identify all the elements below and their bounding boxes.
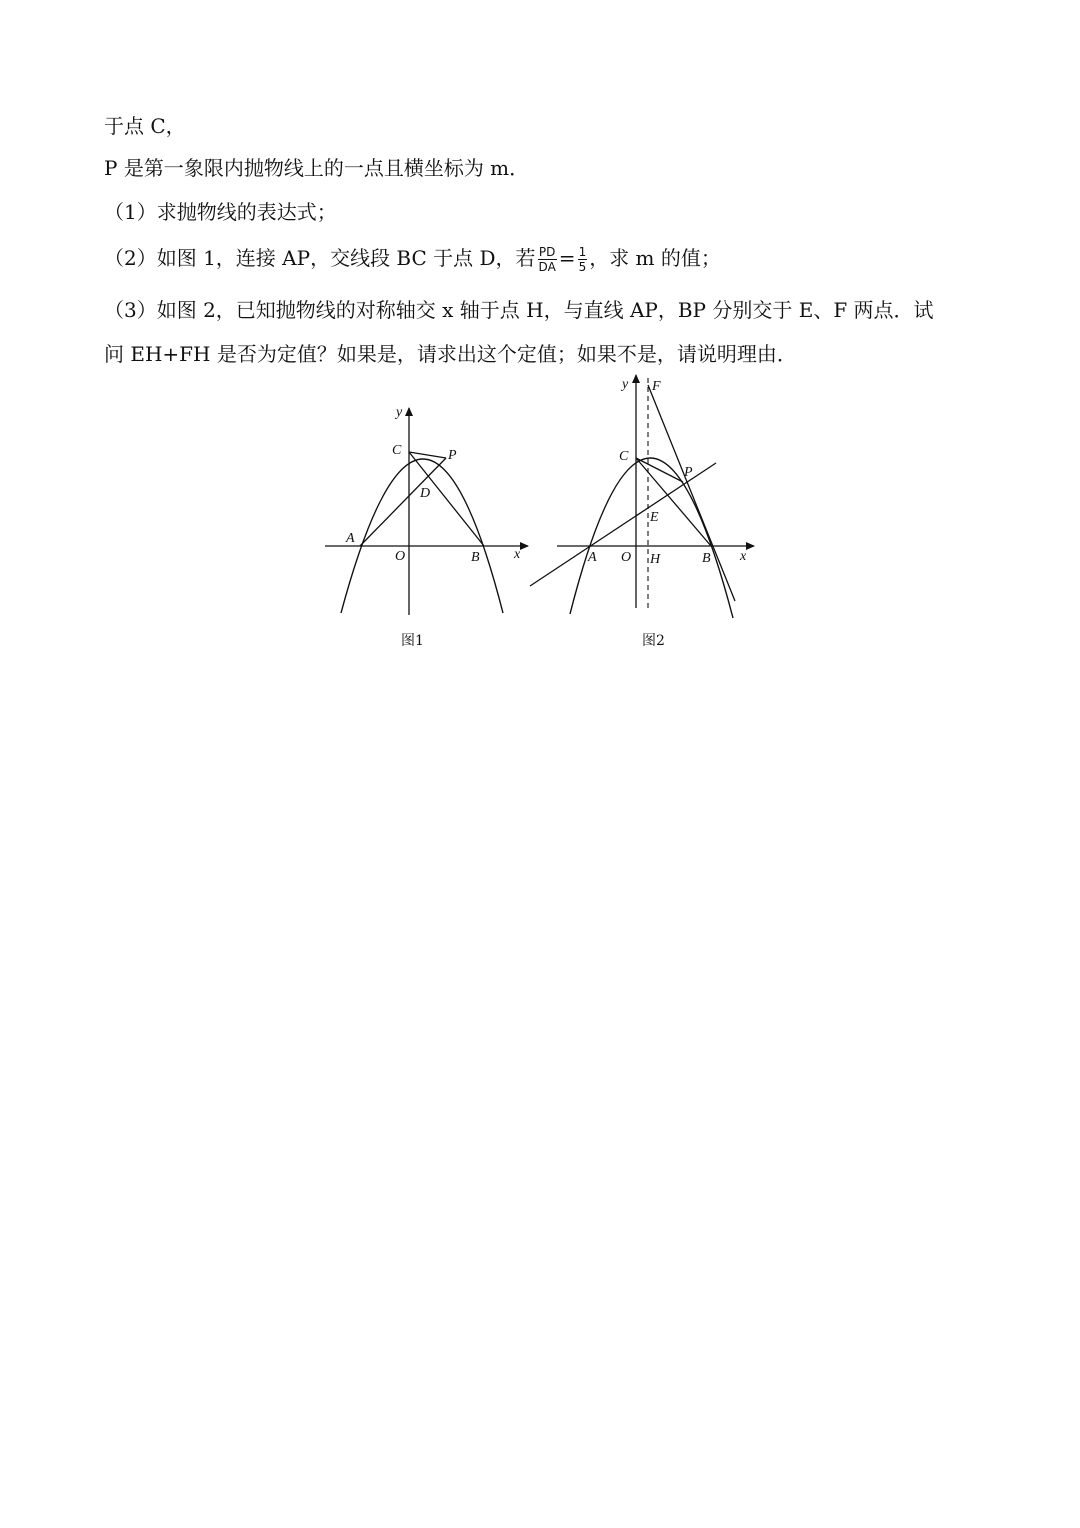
label-h: H [650,552,661,567]
parabola [570,458,733,618]
label-a: A [346,531,355,546]
label-a: A [588,550,597,565]
figure-1-caption: 图1 [401,633,424,649]
label-p: P [684,465,693,480]
text-line-1: 于点 C， [104,114,186,138]
label-b: B [471,550,480,565]
label-o: O [395,549,406,564]
line-bp [648,385,735,601]
label-o: O [621,550,632,565]
figure-2 [525,372,765,630]
fraction-denominator: DA [538,260,556,274]
label-y: y [622,377,629,392]
label-c: C [392,443,402,458]
label-p: P [448,448,457,463]
label-c: C [619,449,629,464]
figure-2-caption: 图2 [642,633,665,649]
segment-cp [636,458,683,482]
fraction-pd-da [538,245,557,274]
question-1: （1）求抛物线的表达式； [104,200,337,224]
fraction-one-fifth [578,245,588,274]
label-d: D [420,486,431,501]
line-ap [530,463,716,586]
label-e: E [650,510,659,525]
fraction-denominator: 5 [578,260,587,274]
figure-1 [320,400,540,630]
fraction-numerator: 1 [578,245,587,259]
question-2-suffix: ，求 m 的值； [589,246,721,270]
segment-ap [360,458,446,546]
question-3: （3）如图 2，已知抛物线的对称轴交 x 轴于点 H，与直线 AP，BP 分别交于 E、F 两点．试 [104,298,934,322]
label-b: B [702,551,711,566]
label-y: y [396,405,403,420]
text-line-2: P 是第一象限内抛物线上的一点且横坐标为 m． [104,156,530,180]
label-f: F [652,379,661,394]
label-x: x [740,549,747,564]
question-2-prefix: （2）如图 1，连接 AP，交线段 BC 于点 D，若 [104,246,536,270]
question-2 [104,244,721,274]
fraction-numerator: PD [538,245,556,259]
question-3-continued: 问 EH+FH 是否为定值？如果是，请求出这个定值；如果不是，请说明理由． [104,342,797,366]
segment-cp [409,452,446,458]
equals-sign: = [558,246,576,270]
label-x: x [514,547,521,562]
